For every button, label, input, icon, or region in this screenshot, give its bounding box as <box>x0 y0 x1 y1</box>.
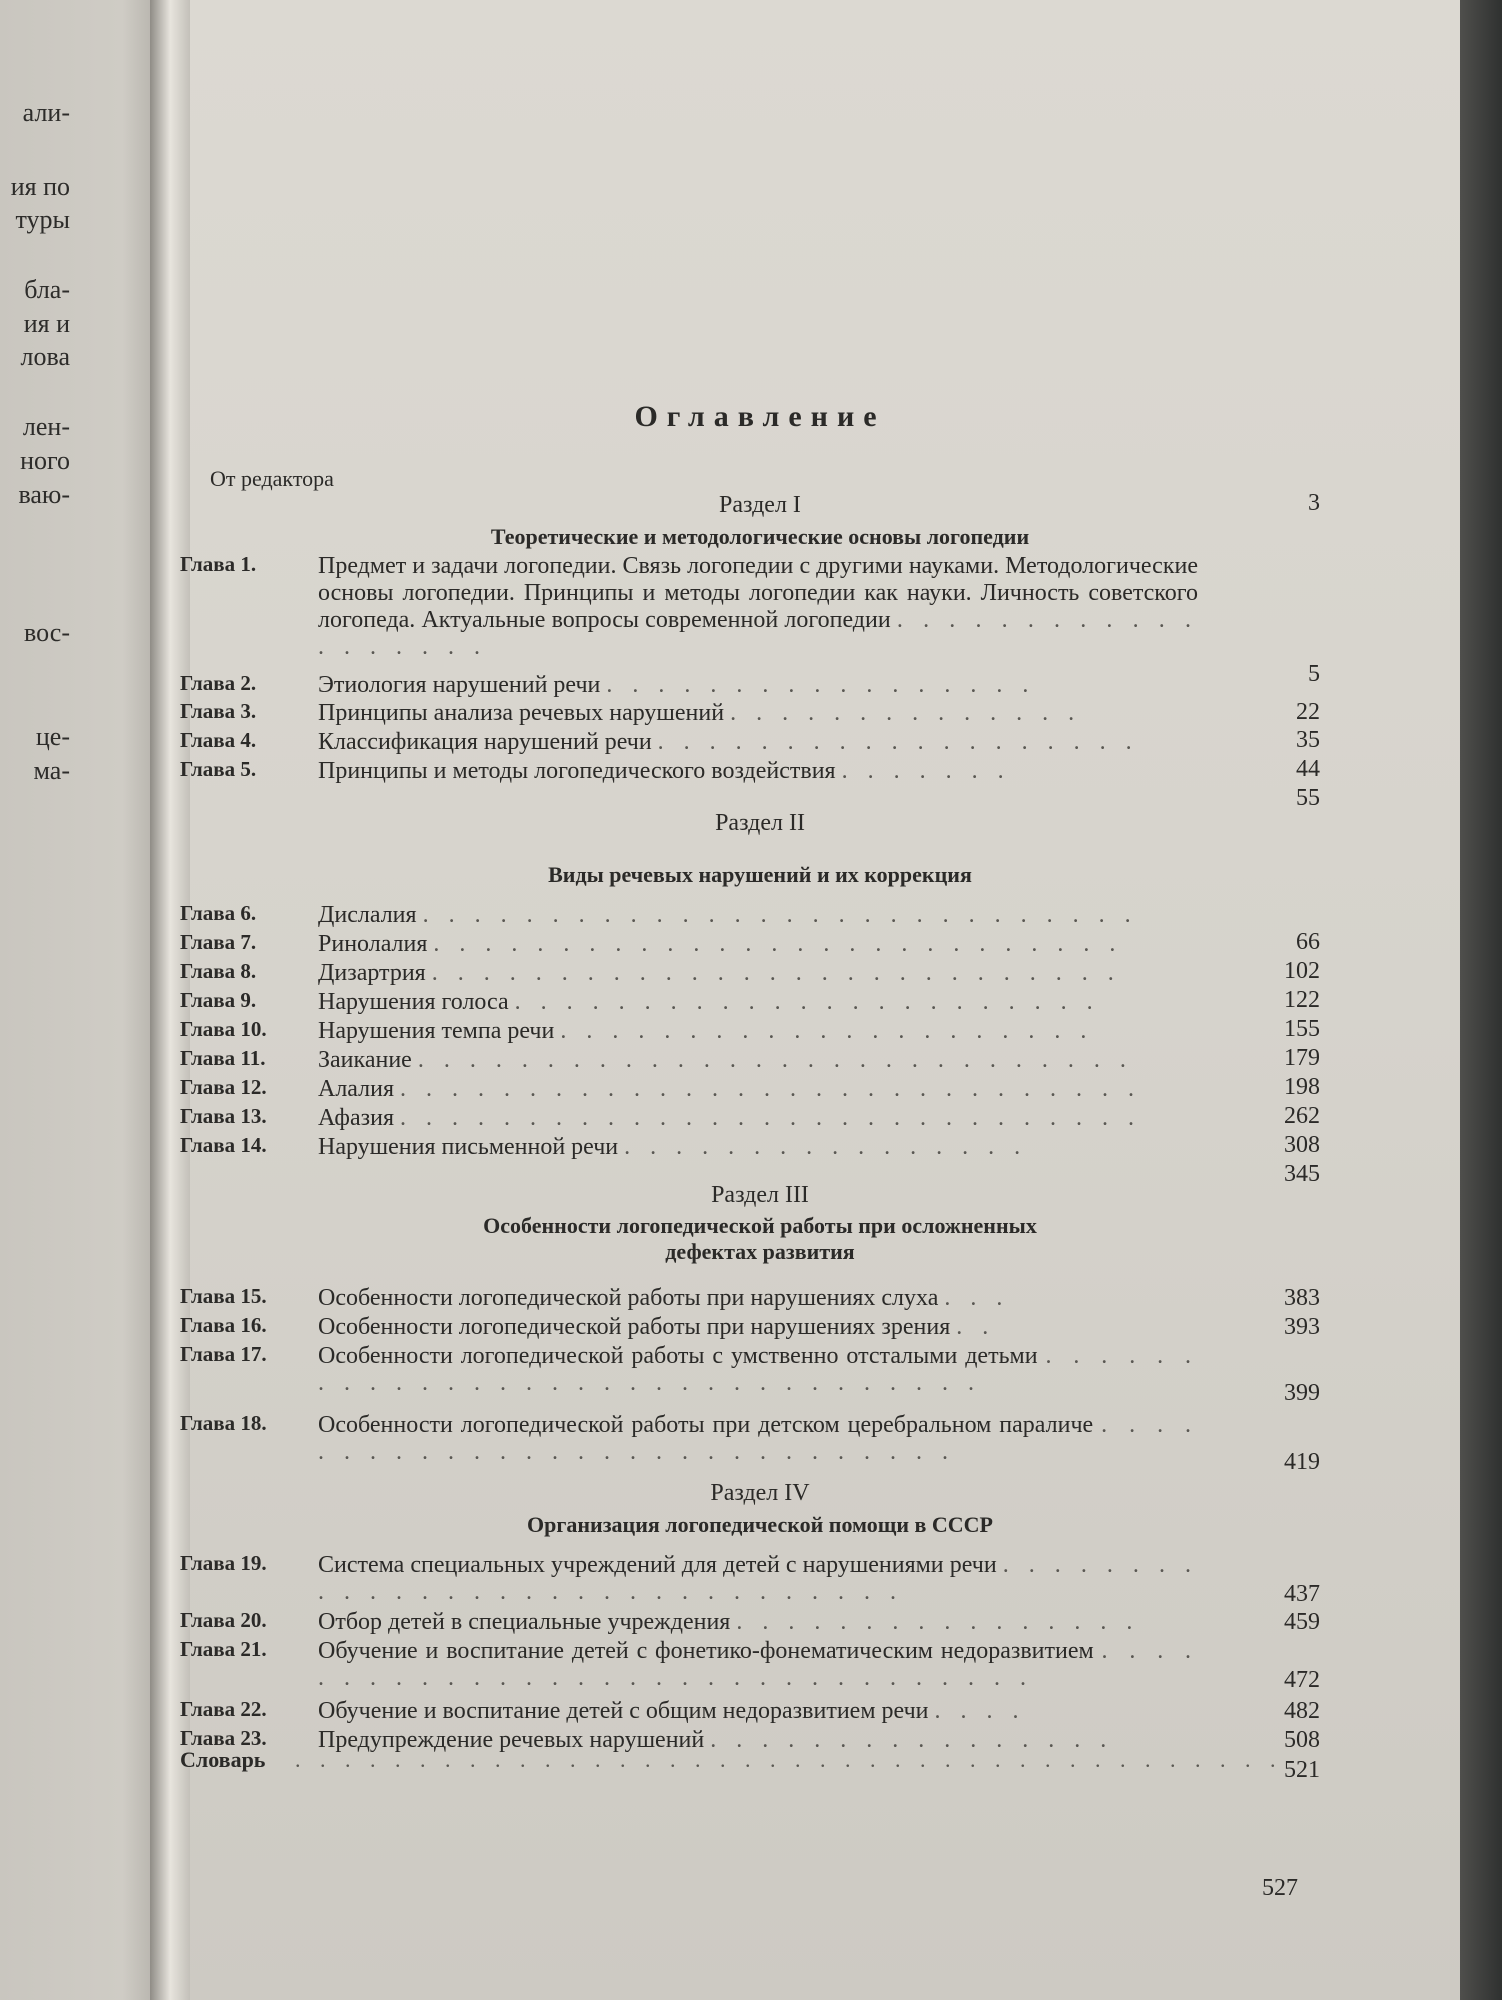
chapter-title: Заикание <box>318 1047 412 1073</box>
chapter-number: Глава 12. <box>180 1075 267 1099</box>
chapter-entry: Глава 4. Классификация нарушений речи . . . . . . . . . . . . . . . . . . . 44 <box>180 728 1320 782</box>
left-fragment: бла- <box>24 275 70 304</box>
chapter-entry: Глава 13. Афазия . . . . . . . . . . . . . . . . . . . . . . . . . . . . . 308 <box>180 1104 1320 1158</box>
left-fragment: вос- <box>24 618 70 647</box>
section-title: Организация логопедической помощи в СССР <box>527 1512 993 1537</box>
chapter-entry: Глава 15. Особенности логопедической работы при нарушениях слуха . . . 383 <box>180 1284 1320 1311</box>
chapter-entry: Глава 2. Этиология нарушений речи . . . . . . . . . . . . . . . . . 22 <box>180 671 1320 725</box>
chapter-entry: Глава 14. Нарушения письменной речи . . . . . . . . . . . . . . . . 345 <box>180 1133 1320 1187</box>
chapter-number: Глава 14. <box>180 1133 267 1157</box>
chapter-page: 399 <box>1284 1379 1320 1406</box>
chapter-page: 5 <box>1308 660 1320 687</box>
section-title: Виды речевых нарушений и их коррекция <box>548 862 972 887</box>
chapter-page: 35 <box>1296 727 1320 753</box>
chapter-page: 44 <box>1296 756 1320 782</box>
section-label: Раздел II <box>715 810 805 836</box>
chapter-title: Принципы анализа речевых нарушений <box>318 700 725 726</box>
chapter-page: 508 <box>1284 1727 1320 1753</box>
chapter-page: 198 <box>1284 1074 1320 1100</box>
chapter-number: Глава 11. <box>180 1046 266 1070</box>
intro-entry <box>210 466 334 492</box>
chapter-entry: Глава 16. Особенности логопедической работы при нарушениях зрения . . 393 <box>180 1313 1320 1340</box>
section-label: Раздел III <box>711 1182 809 1208</box>
chapter-number: Глава 9. <box>180 988 257 1012</box>
chapter-title: Обучение и воспитание детей с общим недоразвитием речи <box>318 1698 929 1724</box>
chapter-number: Глава 1. <box>180 552 257 576</box>
chapter-number: Глава 23. <box>180 1726 267 1750</box>
chapter-title: Особенности логопедической работы при детском церебральном параличе <box>318 1412 1094 1438</box>
chapter-entry: Глава 6. Дислалия . . . . . . . . . . . . . . . . . . . . . . . . . . . . 66 <box>180 901 1320 955</box>
chapter-entry: Глава 10. Нарушения темпа речи . . . . . . . . . . . . . . . . . . . . . 179 <box>180 1017 1320 1071</box>
chapter-entry: Глава 1. Предмет и задачи логопедии. Связь логопедии с другими науками. Методологические основы логопедии. Принципы и методы логопедии как науки. Личность советского логопеда. Актуальные вопросы современной логопедии . . . . . . . . . . . . . . . . . . . 5 <box>180 552 1320 687</box>
chapter-page: 55 <box>1296 785 1320 811</box>
chapter-page: 66 <box>1296 929 1320 955</box>
dictionary-entry: Словарь . . . . . . . . . . . . . . . . . . . . . . . . . . . . . . . . . . . . . . . . 521 <box>180 1747 1320 1783</box>
chapter-page: 419 <box>1284 1448 1320 1475</box>
chapter-title: Предупреждение речевых нарушений <box>318 1727 705 1753</box>
chapter-title: Нарушения письменной речи <box>318 1134 619 1160</box>
chapter-title: Афазия <box>318 1105 394 1131</box>
chapter-page: 179 <box>1284 1045 1320 1071</box>
intro-label: От редактора <box>210 466 334 491</box>
chapter-number: Глава 20. <box>180 1608 267 1632</box>
left-page <box>0 0 175 2000</box>
left-fragment: туры <box>15 205 70 234</box>
chapter-number: Глава 2. <box>180 671 257 695</box>
chapter-entry: Глава 5. Принципы и методы логопедического воздействия . . . . . . . 55 <box>180 757 1320 811</box>
chapter-title: Этиология нарушений речи <box>318 672 601 698</box>
chapter-page: 262 <box>1284 1103 1320 1129</box>
chapter-entry: Глава 21. Обучение и воспитание детей с фонетико-фонематическим недоразвитием . . . . . . . . . . . . . . . . . . . . . . . . . . . . . . . . 472 <box>180 1637 1320 1693</box>
section-label: Раздел IV <box>710 1480 810 1506</box>
chapter-number: Глава 19. <box>180 1551 267 1575</box>
left-fragment: ма- <box>33 756 70 785</box>
chapter-title: Предмет и задачи логопедии. Связь логопедии с другими науками. Методологические основы логопедии. Принципы и методы логопедии как науки. Личность советского логопеда. Актуальные вопросы современной логопедии <box>318 553 1198 633</box>
chapter-number: Глава 7. <box>180 930 257 954</box>
chapter-number: Глава 8. <box>180 959 257 983</box>
chapter-number: Глава 5. <box>180 757 257 781</box>
chapter-number: Глава 10. <box>180 1017 267 1041</box>
dictionary-label: Словарь <box>180 1747 266 1772</box>
chapter-page: 472 <box>1284 1666 1320 1693</box>
chapter-number: Глава 15. <box>180 1284 267 1308</box>
left-fragment: ваю- <box>18 480 70 509</box>
chapter-entry: Глава 3. Принципы анализа речевых нарушений . . . . . . . . . . . . . . 35 <box>180 699 1320 753</box>
chapter-page: 482 <box>1284 1698 1320 1724</box>
chapter-page: 393 <box>1284 1314 1320 1340</box>
chapter-title: Система специальных учреждений для детей с нарушениями речи <box>318 1552 997 1578</box>
chapter-number: Глава 3. <box>180 699 257 723</box>
chapter-page: 155 <box>1284 1016 1320 1042</box>
left-fragment: ия и <box>23 309 70 338</box>
background-edge <box>1460 0 1502 2000</box>
intro-page: 3 <box>1308 490 1320 516</box>
chapter-title: Алалия <box>318 1076 395 1102</box>
chapter-entry: Глава 9. Нарушения голоса . . . . . . . . . . . . . . . . . . . . . . . 155 <box>180 988 1320 1042</box>
chapter-page: 102 <box>1284 958 1320 984</box>
left-fragment: лова <box>20 342 70 371</box>
chapter-number: Глава 22. <box>180 1697 267 1721</box>
chapter-entry: Глава 18. Особенности логопедической работы при детском церебральном параличе . . . . . . . . . . . . . . . . . . . . . . . . . . . . . 419 <box>180 1411 1320 1475</box>
chapter-title: Особенности логопедической работы при нарушениях зрения <box>318 1314 951 1340</box>
chapter-page: 308 <box>1284 1132 1320 1158</box>
chapter-title: Нарушения темпа речи <box>318 1018 555 1044</box>
left-fragment: це- <box>35 722 70 751</box>
section-label: Раздел I <box>719 492 801 518</box>
chapter-title: Дислалия <box>318 902 417 928</box>
left-fragment: али- <box>22 98 70 127</box>
chapter-number: Глава 13. <box>180 1104 267 1128</box>
chapter-entry: Глава 8. Дизартрия . . . . . . . . . . . . . . . . . . . . . . . . . . . 122 <box>180 959 1320 1013</box>
chapter-number: Глава 18. <box>180 1411 267 1435</box>
chapter-entry: Глава 19. Система специальных учреждений для детей с нарушениями речи . . . . . . . . . . . . . . . . . . . . . . . . . . . . . . . 437 <box>180 1551 1320 1607</box>
chapter-page: 345 <box>1284 1161 1320 1187</box>
chapter-number: Глава 6. <box>180 901 257 925</box>
chapter-page: 122 <box>1284 987 1320 1013</box>
chapter-number: Глава 17. <box>180 1342 267 1366</box>
chapter-number: Глава 21. <box>180 1637 267 1661</box>
chapter-title: Отбор детей в специальные учреждения <box>318 1609 731 1635</box>
chapter-entry: Глава 11. Заикание . . . . . . . . . . . . . . . . . . . . . . . . . . . . 198 <box>180 1046 1320 1100</box>
chapter-page: 22 <box>1296 699 1320 725</box>
page-number: 527 <box>1262 1875 1298 1901</box>
chapter-entry: Глава 23. Предупреждение речевых нарушений . . . . . . . . . . . . . . . . 508 <box>180 1726 1320 1753</box>
chapter-title: Нарушения голоса <box>318 989 509 1015</box>
dictionary-page: 521 <box>1284 1757 1320 1783</box>
chapter-title: Классификация нарушений речи <box>318 729 652 755</box>
chapter-entry: Глава 22. Обучение и воспитание детей с общим недоразвитием речи . . . . 482 <box>180 1697 1320 1724</box>
chapter-entry: Глава 12. Алалия . . . . . . . . . . . . . . . . . . . . . . . . . . . . . 262 <box>180 1075 1320 1129</box>
section-title: Особенности логопедической работы при осложненных дефектах развития <box>483 1213 1037 1265</box>
chapter-page: 383 <box>1284 1285 1320 1311</box>
chapter-title: Особенности логопедической работы при нарушениях слуха <box>318 1285 939 1311</box>
chapter-entry: Глава 7. Ринолалия . . . . . . . . . . . . . . . . . . . . . . . . . . . 102 <box>180 930 1320 984</box>
left-fragment: ного <box>20 446 70 475</box>
chapter-title: Ринолалия <box>318 931 428 957</box>
chapter-entry: Глава 20. Отбор детей в специальные учреждения . . . . . . . . . . . . . . . . 459 <box>180 1608 1320 1635</box>
chapter-number: Глава 16. <box>180 1313 267 1337</box>
chapter-title: Принципы и методы логопедического воздействия <box>318 758 836 784</box>
chapter-page: 459 <box>1284 1609 1320 1635</box>
chapter-entry: Глава 17. Особенности логопедической работы с умственно отсталыми детьми . . . . . . . . . . . . . . . . . . . . . . . . . . . . . . . . 399 <box>180 1342 1320 1406</box>
chapter-page: 437 <box>1284 1580 1320 1607</box>
page-title: Оглавление <box>634 400 886 433</box>
chapter-title: Обучение и воспитание детей с фонетико-фонематическим недоразвитием <box>318 1638 1094 1664</box>
chapter-title: Дизартрия <box>318 960 426 986</box>
chapter-number: Глава 4. <box>180 728 257 752</box>
left-fragment: ия по <box>10 172 70 201</box>
section-title: Теоретические и методологические основы логопедии <box>490 524 1030 549</box>
left-fragment: лен- <box>22 412 70 441</box>
chapter-title: Особенности логопедической работы с умственно отсталыми детьми <box>318 1343 1038 1369</box>
